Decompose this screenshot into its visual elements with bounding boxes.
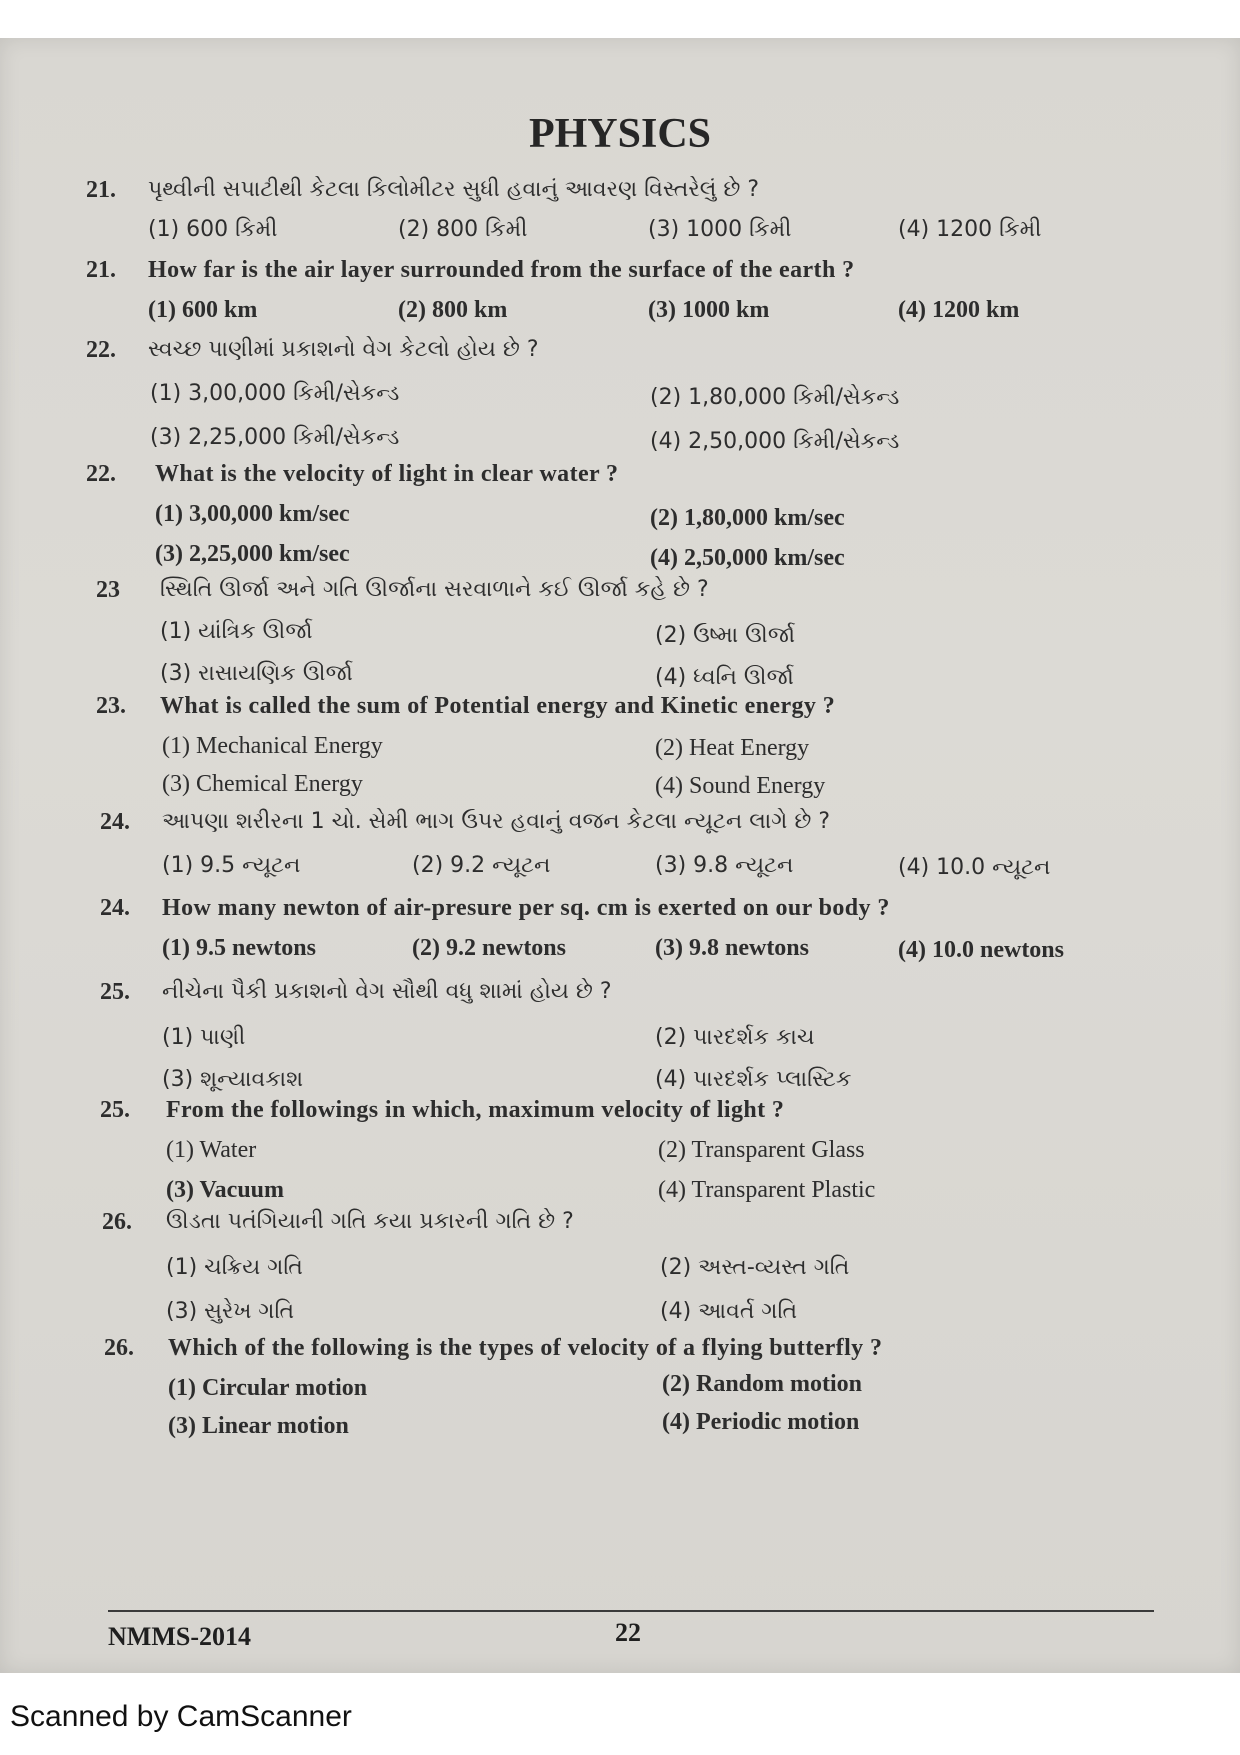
options-grid [0, 494, 1240, 574]
question-text: What is the velocity of light in clear water ? [155, 461, 619, 487]
question-line [0, 250, 1240, 290]
option-1: (1) 600 કિમી [148, 217, 278, 242]
option-2: (2) Heat Energy [655, 735, 810, 761]
option-1: (1) 3,00,000 કિમી/સેકન્ડ [150, 381, 400, 406]
option-2: (2) 800 કિમી [398, 217, 528, 242]
option-1: (1) 9.5 ન્યૂટન [162, 853, 301, 878]
option-3: (3) 9.8 ન્યૂટન [655, 853, 794, 878]
question-text: સ્થિતિ ઊર્જા અને ગતિ ઊર્જાના સરવાળાને કઈ ઊર્જા કહે છે ? [160, 577, 709, 602]
question-line [0, 972, 1240, 1012]
question-text: ઊડતા પતંગિયાની ગતિ કયા પ્રકારની ગતિ છે ? [166, 1209, 574, 1234]
option-2: (2) 1,80,000 કિમી/સેકન્ડ [650, 385, 900, 410]
question-number: 24. [100, 809, 130, 835]
option-4: (4) 2,50,000 કિમી/સેકન્ડ [650, 429, 900, 454]
option-1: (1) 3,00,000 km/sec [155, 501, 350, 527]
page-number: 22 [615, 1618, 641, 1647]
question-number: 26. [104, 1335, 134, 1361]
scanned-page [0, 38, 1240, 1673]
question-21-gujarati [0, 170, 1240, 250]
option-2: (2) ઉષ્મા ઊર્જા [655, 623, 796, 648]
question-text: How many newton of air-presure per sq. cm is exerted on our body ? [162, 895, 890, 921]
question-24-gujarati [0, 802, 1240, 882]
question-line [0, 1202, 1240, 1242]
question-number: 21. [86, 257, 116, 283]
option-4: (4) 2,50,000 km/sec [650, 545, 845, 571]
question-25-gujarati [0, 972, 1240, 1092]
option-4: (4) ધ્વનિ ઊર્જા [655, 665, 794, 690]
options-grid [0, 726, 1240, 806]
option-4: (4) 10.0 ન્યૂટન [898, 855, 1051, 880]
option-3: (3) 1000 km [648, 297, 770, 323]
option-3: (3) શૂન્યાવકાશ [162, 1067, 304, 1092]
option-2: (2) 1,80,000 km/sec [650, 505, 845, 531]
question-line [0, 170, 1240, 210]
options-row [0, 928, 1240, 968]
question-text: પૃથ્વીની સપાટીથી કેટલા કિલોમીટર સુધી હવાનું આવરણ વિસ્તરેલું છે ? [148, 177, 759, 202]
option-1: (1) 9.5 newtons [162, 935, 316, 961]
question-text: How far is the air layer surrounded from the surface of the earth ? [148, 257, 855, 283]
options-row [0, 210, 1240, 250]
option-1: (1) Mechanical Energy [162, 733, 383, 759]
options-grid [0, 610, 1240, 690]
question-text: What is called the sum of Potential energy and Kinetic energy ? [160, 693, 836, 719]
question-text: સ્વચ્છ પાણીમાં પ્રકાશનો વેગ કેટલો હોય છે ? [148, 337, 539, 362]
question-line [0, 686, 1240, 726]
option-2: (2) પારદર્શક કાચ [655, 1025, 815, 1050]
options-row [0, 842, 1240, 882]
option-1: (1) ચક્રિય ગતિ [166, 1255, 303, 1280]
option-1: (1) પાણી [162, 1025, 246, 1050]
option-3: (3) Chemical Energy [162, 771, 363, 797]
option-1: (1) Circular motion [168, 1375, 368, 1401]
question-line [0, 570, 1240, 610]
question-line [0, 1090, 1240, 1130]
option-2: (2) 800 km [398, 297, 508, 323]
question-text: નીચેના પૈકી પ્રકાશનો વેગ સૌથી વધુ શામાં હોય છે ? [162, 979, 612, 1004]
question-21-english [0, 250, 1240, 330]
question-line [0, 330, 1240, 370]
question-number: 25. [100, 979, 130, 1005]
question-number: 23. [96, 693, 126, 719]
option-3: (3) સુરેખ ગતિ [166, 1299, 295, 1324]
option-3: (3) 1000 કિમી [648, 217, 792, 242]
options-grid [0, 1368, 1240, 1448]
question-25-english [0, 1090, 1240, 1210]
question-number: 24. [100, 895, 130, 921]
question-text: આપણા શરીરના 1 ચો. સેમી ભાગ ઉપર હવાનું વજન કેટલા ન્યૂટન લાગે છે ? [162, 809, 830, 834]
footer-divider [108, 1610, 1154, 1612]
question-number: 22. [86, 461, 116, 487]
option-3: (3) 9.8 newtons [655, 935, 809, 961]
option-2: (2) Transparent Glass [658, 1137, 865, 1163]
option-2: (2) અસ્ત-વ્યસ્ત ગતિ [660, 1255, 850, 1280]
option-2: (2) 9.2 newtons [412, 935, 566, 961]
option-4: (4) પારદર્શક પ્લાસ્ટિક [655, 1067, 852, 1092]
options-grid [0, 1130, 1240, 1210]
question-number: 22. [86, 337, 116, 363]
page-title: PHYSICS [528, 111, 712, 157]
option-4: (4) Transparent Plastic [658, 1177, 876, 1203]
question-line [0, 1328, 1240, 1368]
option-3: (3) રાસાયણિક ઊર્જા [160, 661, 353, 686]
question-26-gujarati [0, 1202, 1240, 1322]
question-line [0, 454, 1240, 494]
option-1: (1) યાંત્રિક ઊર્જા [160, 619, 313, 644]
option-3: (3) Vacuum [166, 1177, 285, 1203]
question-22-gujarati [0, 330, 1240, 454]
option-2: (2) Random motion [662, 1371, 863, 1397]
question-24-english [0, 888, 1240, 968]
scanner-credit: Scanned by CamScanner [10, 1700, 352, 1733]
options-grid [0, 1242, 1240, 1322]
question-number: 21. [86, 177, 116, 203]
option-4: (4) 1200 કિમી [898, 217, 1042, 242]
option-4: (4) 1200 km [898, 297, 1020, 323]
option-1: (1) Water [166, 1137, 257, 1163]
question-26-english [0, 1328, 1240, 1448]
option-4: (4) 10.0 newtons [898, 937, 1064, 963]
question-text: From the followings in which, maximum velocity of light ? [166, 1097, 785, 1123]
option-4: (4) Sound Energy [655, 773, 826, 799]
question-line [0, 888, 1240, 928]
exam-code: NMMS-2014 [108, 1622, 251, 1651]
question-23-english [0, 686, 1240, 806]
option-3: (3) 2,25,000 km/sec [155, 541, 350, 567]
options-grid [0, 370, 1240, 454]
options-row [0, 290, 1240, 330]
option-4: (4) આવર્ત ગતિ [660, 1299, 798, 1324]
question-22-english [0, 454, 1240, 574]
option-3: (3) 2,25,000 કિમી/સેકન્ડ [150, 425, 400, 450]
option-3: (3) Linear motion [168, 1413, 349, 1439]
question-number: 23 [96, 577, 120, 603]
question-line [0, 802, 1240, 842]
question-23-gujarati [0, 570, 1240, 690]
option-1: (1) 600 km [148, 297, 258, 323]
question-number: 25. [100, 1097, 130, 1123]
option-4: (4) Periodic motion [662, 1409, 860, 1435]
option-2: (2) 9.2 ન્યૂટન [412, 853, 551, 878]
question-text: Which of the following is the types of velocity of a flying butterfly ? [168, 1335, 883, 1361]
options-grid [0, 1012, 1240, 1092]
question-number: 26. [102, 1209, 132, 1235]
